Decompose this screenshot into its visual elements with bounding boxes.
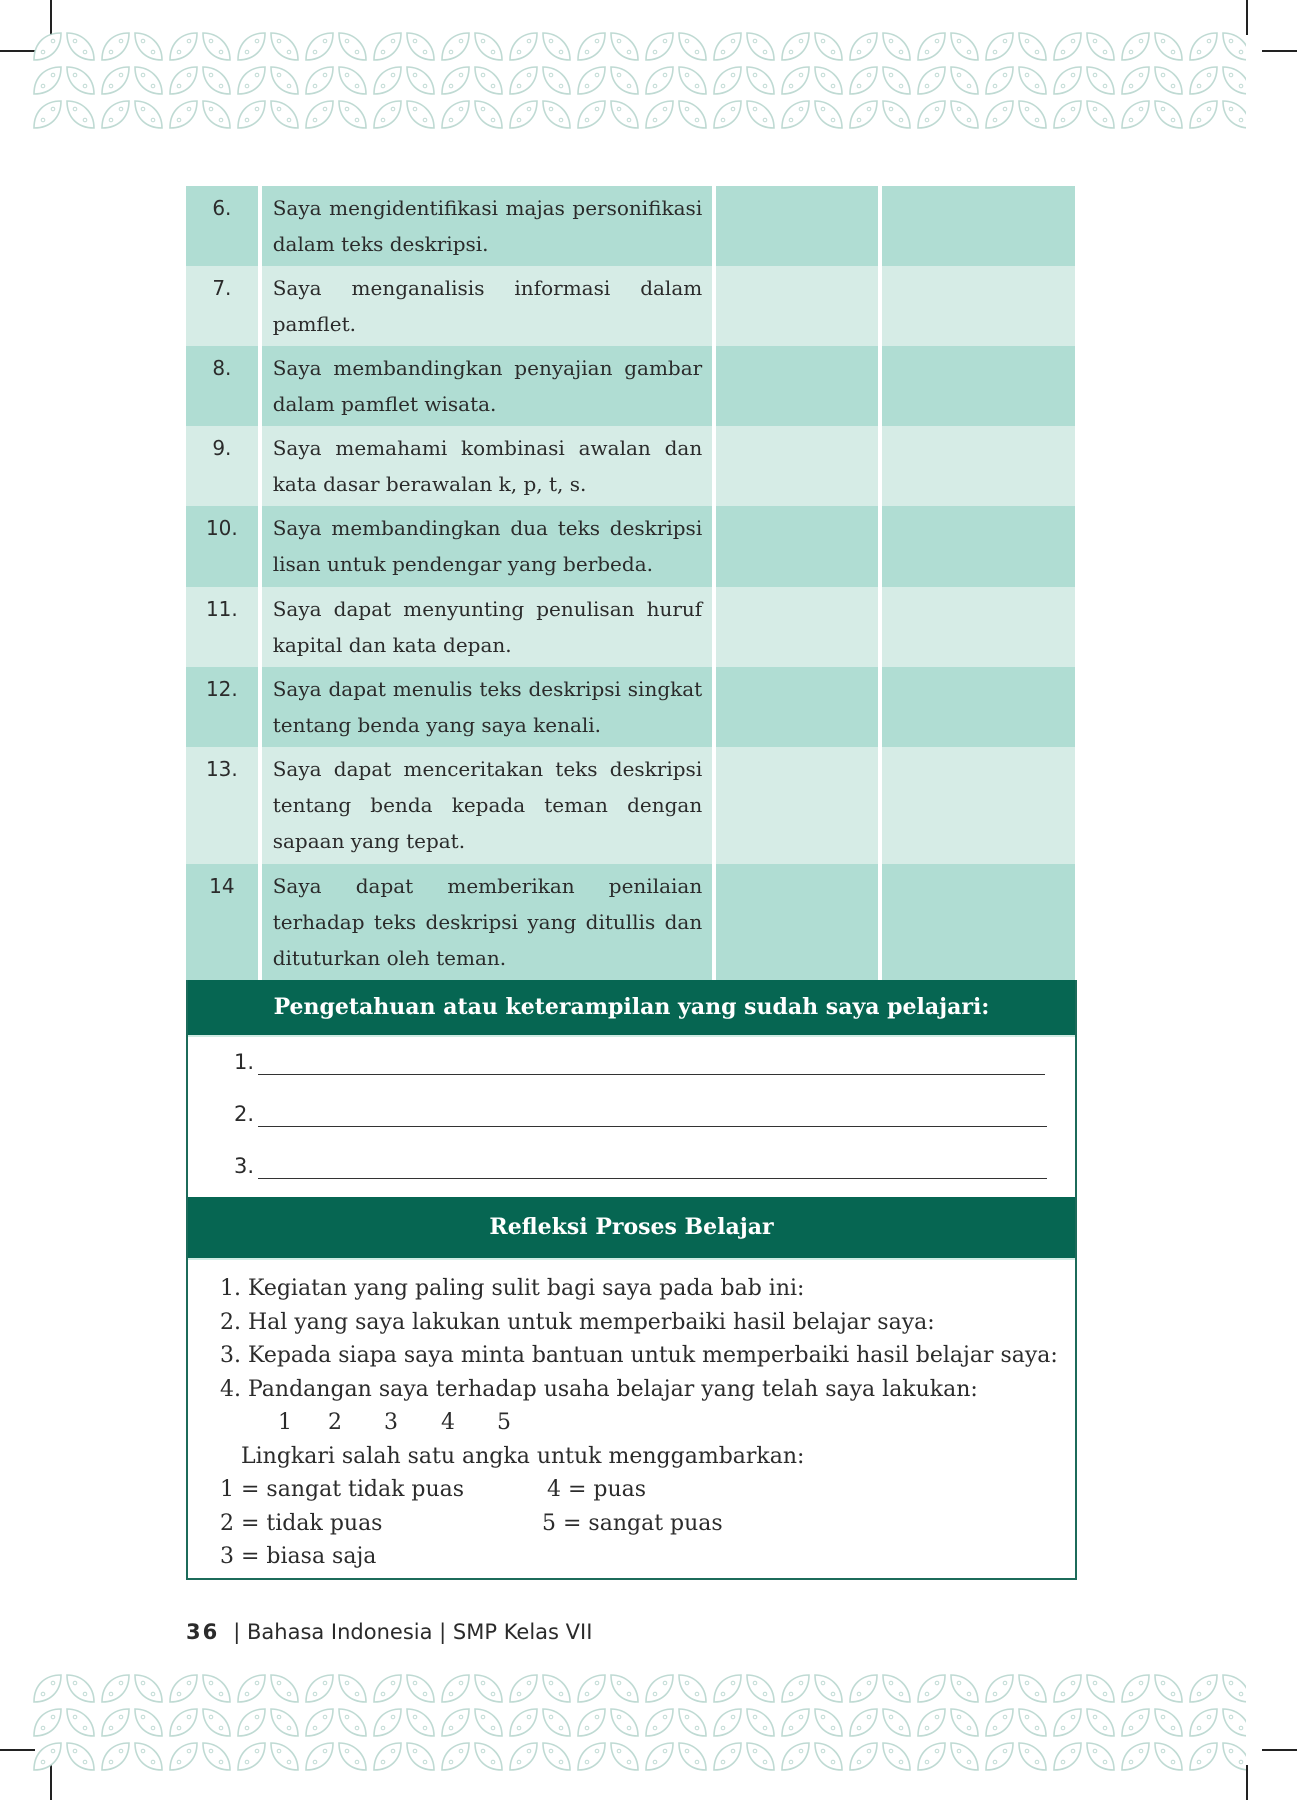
table-row	[186, 667, 1075, 747]
legend-item: 5 = sangat puas	[542, 1510, 723, 1536]
rating-option-4[interactable]: 4	[441, 1410, 455, 1435]
checkbox-cell-no[interactable]	[882, 667, 1075, 747]
table-row	[186, 266, 1075, 346]
table-row	[186, 747, 1075, 864]
legend-row-2	[220, 1507, 1055, 1541]
table-row	[186, 864, 1075, 981]
reflection-header: Refleksi Proses Belajar	[188, 1197, 1075, 1260]
row-number: 11.	[186, 587, 262, 667]
reflection-question-1: 1. Kegiatan yang paling sulit bagi saya pada bab ini:	[220, 1276, 805, 1301]
row-number: 10.	[186, 506, 262, 587]
checkbox-cell-yes[interactable]	[716, 266, 882, 346]
legend-item: 4 = puas	[547, 1477, 647, 1502]
checkbox-cell-yes[interactable]	[716, 426, 882, 506]
legend-row-1	[220, 1473, 1055, 1507]
row-number: 9.	[186, 426, 262, 506]
rating-scale	[220, 1406, 1055, 1440]
row-number: 7.	[186, 266, 262, 346]
rating-option-5[interactable]: 5	[497, 1410, 511, 1435]
answer-rule	[258, 1126, 1047, 1127]
rating-option-3[interactable]: 3	[384, 1410, 398, 1435]
row-description: Saya dapat memberikan penilaian terhadap teks deskripsi yang ditullis dan dituturkan oleh teman.	[262, 864, 716, 981]
answer-number: 2.	[234, 1102, 255, 1126]
row-description: Saya membandingkan penyajian gambar dalam pamflet wisata.	[262, 346, 716, 426]
self-assessment-table	[186, 186, 1075, 981]
rating-option-1[interactable]: 1	[278, 1410, 292, 1435]
table-row	[186, 426, 1075, 506]
table-row	[186, 587, 1075, 667]
row-description: Saya mengidentifikasi majas personifikasi dalam teks deskripsi.	[262, 186, 716, 266]
row-number: 13.	[186, 747, 262, 864]
row-description: Saya dapat menyunting penulisan huruf kapital dan kata depan.	[262, 587, 716, 667]
checkbox-cell-no[interactable]	[882, 426, 1075, 506]
crop-mark-bottom-right-h	[1262, 1749, 1297, 1751]
checkbox-cell-no[interactable]	[882, 266, 1075, 346]
checkbox-cell-yes[interactable]	[716, 667, 882, 747]
row-description: Saya membandingkan dua teks deskripsi lisan untuk pendengar yang berbeda.	[262, 506, 716, 587]
footer-title: | Bahasa Indonesia | SMP Kelas VII	[233, 1620, 593, 1644]
checkbox-cell-no[interactable]	[882, 186, 1075, 266]
row-description: Saya menganalisis informasi dalam pamflet.	[262, 266, 716, 346]
leaf-pattern-icon	[30, 1672, 1246, 1772]
knowledge-answer-2[interactable]	[234, 1102, 1047, 1132]
legend-row-3	[220, 1540, 1055, 1574]
answer-rule	[258, 1178, 1047, 1179]
answer-number: 3.	[234, 1154, 255, 1178]
row-description: Saya dapat menulis teks deskripsi singkat tentang benda yang saya kenali.	[262, 667, 716, 747]
checkbox-cell-no[interactable]	[882, 506, 1075, 587]
knowledge-answer-1[interactable]	[234, 1050, 1045, 1080]
checkbox-cell-no[interactable]	[882, 346, 1075, 426]
legend-item: 2 = tidak puas	[220, 1510, 383, 1536]
checkbox-cell-yes[interactable]	[716, 747, 882, 864]
row-number: 6.	[186, 186, 262, 266]
row-description: Saya dapat menceritakan teks deskripsi tentang benda kepada teman dengan sapaan yang tepat.	[262, 747, 716, 864]
checkbox-cell-yes[interactable]	[716, 186, 882, 266]
reflection-question-3: 3. Kepada siapa saya minta bantuan untuk memperbaiki hasil belajar saya:	[220, 1343, 1058, 1368]
reflection-box	[186, 980, 1077, 1580]
crop-mark-top-right-v	[1246, 0, 1248, 35]
legend-item: 3 = biasa saja	[220, 1544, 377, 1569]
rating-option-2[interactable]: 2	[328, 1410, 342, 1435]
checkbox-cell-yes[interactable]	[716, 587, 882, 667]
knowledge-header: Pengetahuan atau keterampilan yang sudah saya pelajari:	[188, 980, 1075, 1037]
checkbox-cell-no[interactable]	[882, 587, 1075, 667]
page-number: 36	[186, 1620, 220, 1644]
row-number: 14	[186, 864, 262, 981]
legend-item: 1 = sangat tidak puas	[220, 1477, 465, 1502]
checkbox-cell-yes[interactable]	[716, 864, 882, 981]
answer-number: 1.	[234, 1050, 255, 1074]
answer-rule	[258, 1074, 1045, 1075]
reflection-body	[220, 1272, 1058, 1574]
checkbox-cell-no[interactable]	[882, 864, 1075, 981]
reflection-question-2: 2. Hal yang saya lakukan untuk memperbaiki hasil belajar saya:	[220, 1309, 935, 1335]
table-row	[186, 346, 1075, 426]
reflection-question-4: 4. Pandangan saya terhadap usaha belajar yang telah saya lakukan:	[220, 1376, 978, 1402]
rating-instruction: Lingkari salah satu angka untuk menggambarkan:	[241, 1443, 805, 1469]
checkbox-cell-yes[interactable]	[716, 506, 882, 587]
table-row	[186, 186, 1075, 266]
crop-mark-bottom-right-v	[1246, 1765, 1248, 1800]
checkbox-cell-yes[interactable]	[716, 346, 882, 426]
table-row	[186, 506, 1075, 587]
row-description: Saya memahami kombinasi awalan dan kata dasar berawalan k, p, t, s.	[262, 426, 716, 506]
page-footer	[186, 1620, 592, 1644]
row-number: 8.	[186, 346, 262, 426]
checkbox-cell-no[interactable]	[882, 747, 1075, 864]
crop-mark-top-right-h	[1262, 50, 1297, 52]
knowledge-answer-3[interactable]	[234, 1154, 1047, 1184]
top-decorative-pattern	[30, 30, 1246, 130]
row-number: 12.	[186, 667, 262, 747]
leaf-pattern-icon	[30, 30, 1246, 130]
bottom-decorative-pattern	[30, 1672, 1246, 1772]
